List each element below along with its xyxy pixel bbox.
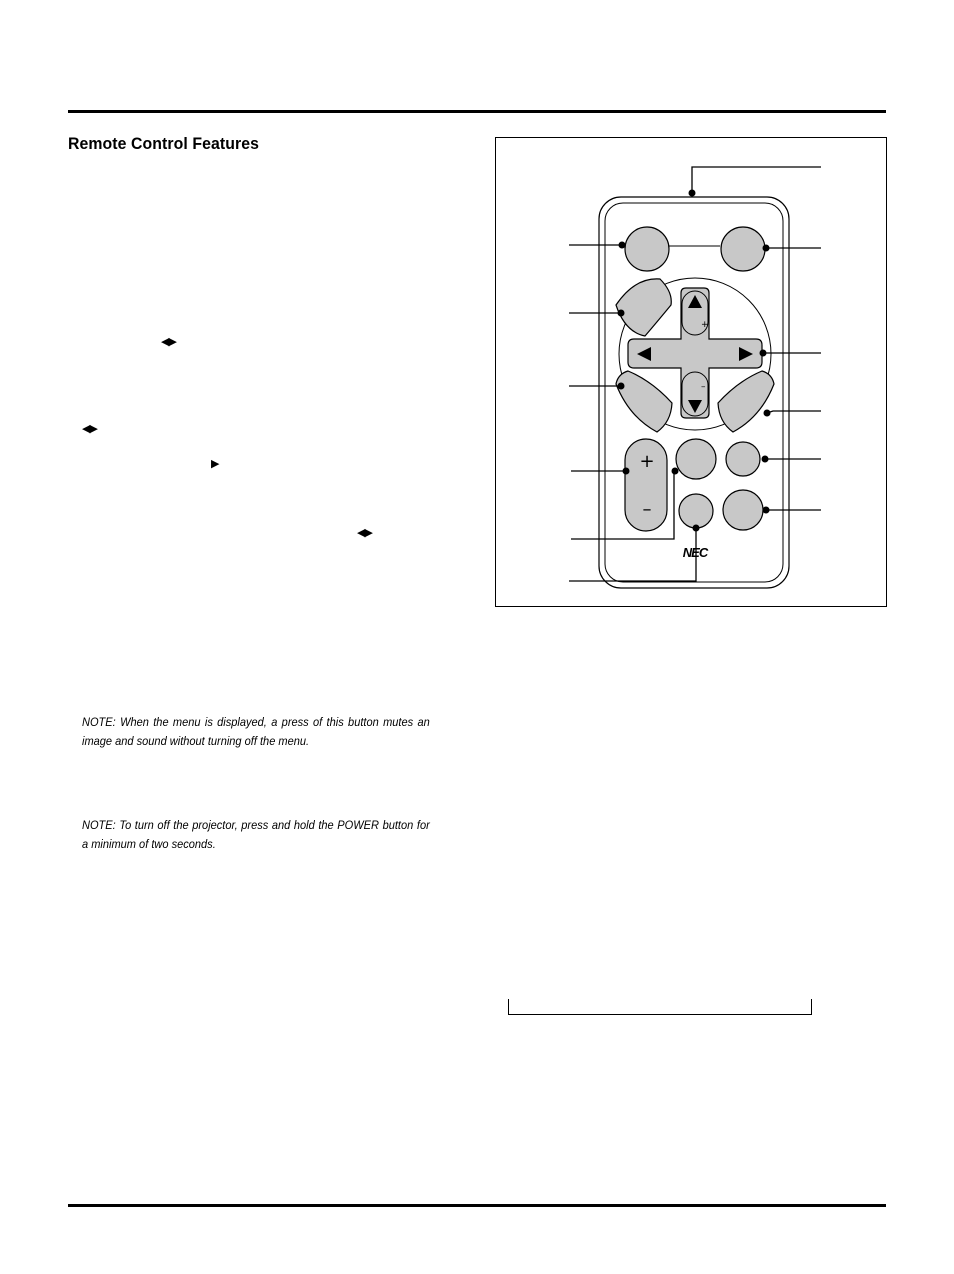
down-minus-label: – [701, 382, 706, 392]
left-right-arrow-icon: ◀▶ [357, 526, 372, 539]
remote-control-illustration [495, 137, 887, 607]
small-right-button[interactable] [726, 442, 760, 476]
volume-minus-label: – [642, 499, 652, 520]
left-right-arrow-icon: ◀▶ [161, 335, 176, 348]
bottom-rule [68, 1204, 886, 1207]
bracket-outline [508, 999, 812, 1015]
top-rule [68, 110, 886, 113]
remote-control-figure [495, 137, 887, 607]
top-left-button[interactable] [625, 227, 669, 271]
note-mute: NOTE: When the menu is displayed, a press of this button mutes an image and sound without turning off the menu. [82, 715, 430, 748]
center-round-button[interactable] [676, 439, 716, 479]
top-right-button[interactable] [721, 227, 765, 271]
volume-plus-label: + [639, 451, 655, 472]
section-title: Remote Control Features [68, 134, 260, 153]
nec-logo: NEC [682, 545, 708, 560]
left-right-arrow-icon: ◀▶ [82, 422, 97, 435]
small-lower-button[interactable] [679, 494, 713, 528]
large-lower-right-button[interactable] [723, 490, 763, 530]
right-arrow-icon: ▶ [211, 457, 219, 470]
note-power: NOTE: To turn off the projector, press and hold the POWER button for a minimum of two seconds. [82, 818, 430, 851]
up-plus-label: + [701, 320, 709, 330]
